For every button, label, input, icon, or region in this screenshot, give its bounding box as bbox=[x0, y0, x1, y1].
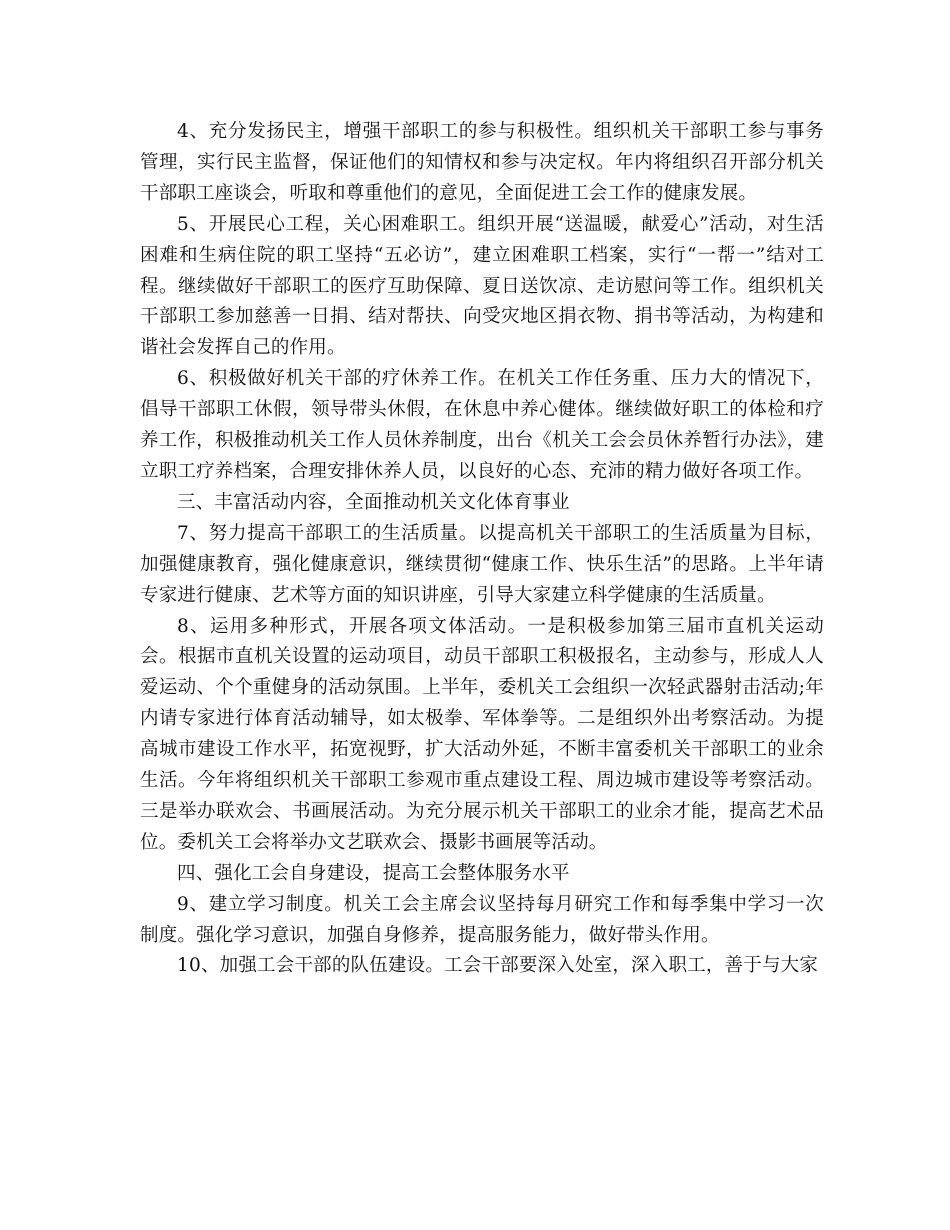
paragraph-item-6-recuperation: 6、积极做好机关干部的疗休养工作。在机关工作任务重、压力大的情况下，倡导干部职工休假，领导带头休假，在休息中养心健体。继续做好职工的体检和疗养工作，积极推动机关工作人员休养制度，出台《机关工会会员休养暂行办法》，建立职工疗养档案，合理安排休养人员，以良好的心态、充沛的精力做好各项工作。 bbox=[140, 368, 824, 482]
paragraph-item-5-care-project: 5、开展民心工程，关心困难职工。组织开展“送温暖，献爱心”活动，对生活困难和生病住院的职工坚持“五必访”，建立困难职工档案，实行“一帮一”结对工程。继续做好干部职工的医疗互助保障、夏日送饮凉、走访慰问等工作。组织机关干部职工参加慈善一日捐、结对帮扶、向受灾地区捐衣物、捐书等活动，为构建和谐社会发挥自己的作用。 bbox=[140, 213, 824, 359]
section-heading-4: 四、强化工会自身建设，提高工会整体服务水平 bbox=[177, 862, 570, 884]
paragraph-item-9-study-system: 9、建立学习制度。机关工会主席会议坚持每月研究工作和每季集中学习一次制度。强化学习意识，加强自身修养，提高服务能力，做好带头作用。 bbox=[140, 893, 824, 946]
paragraph-item-10-team-building: 10、加强工会干部的队伍建设。工会干部要深入处室，深入职工，善于与大家 bbox=[177, 955, 819, 977]
document-body bbox=[140, 117, 824, 982]
paragraph-item-8-activities: 8、运用多种形式，开展各项文体活动。一是积极参加第三届市直机关运动会。根据市直机关设置的运动项目，动员干部职工积极报名，主动参与，形成人人爱运动、个个重健身的活动氛围。上半年，委机关工会组织一次轻武器射击活动;年内请专家进行体育活动辅导，如太极拳、军体拳等。二是组织外出考察活动。为提高城市建设工作水平，拓宽视野，扩大活动外延，不断丰富委机关干部职工的业余生活。今年将组织机关干部职工参观市重点建设工程、周边城市建设等考察活动。三是举办联欢会、书画展活动。为充分展示机关干部职工的业余才能，提高艺术品位。委机关工会将举办文艺联欢会、摄影书画展等活动。 bbox=[140, 615, 824, 853]
section-heading-3: 三、丰富活动内容，全面推动机关文化体育事业 bbox=[177, 491, 570, 513]
paragraph-item-7-quality-of-life: 7、努力提高干部职工的生活质量。以提高机关干部职工的生活质量为目标，加强健康教育，强化健康意识，继续贯彻“健康工作、快乐生活”的思路。上半年请专家进行健康、艺术等方面的知识讲座，引导大家建立科学健康的生活质量。 bbox=[140, 522, 824, 606]
paragraph-item-4-democracy: 4、充分发扬民主，增强干部职工的参与积极性。组织机关干部职工参与事务管理，实行民主监督，保证他们的知情权和参与决定权。年内将组织召开部分机关干部职工座谈会，听取和尊重他们的意见，全面促进工会工作的健康发展。 bbox=[140, 121, 824, 204]
